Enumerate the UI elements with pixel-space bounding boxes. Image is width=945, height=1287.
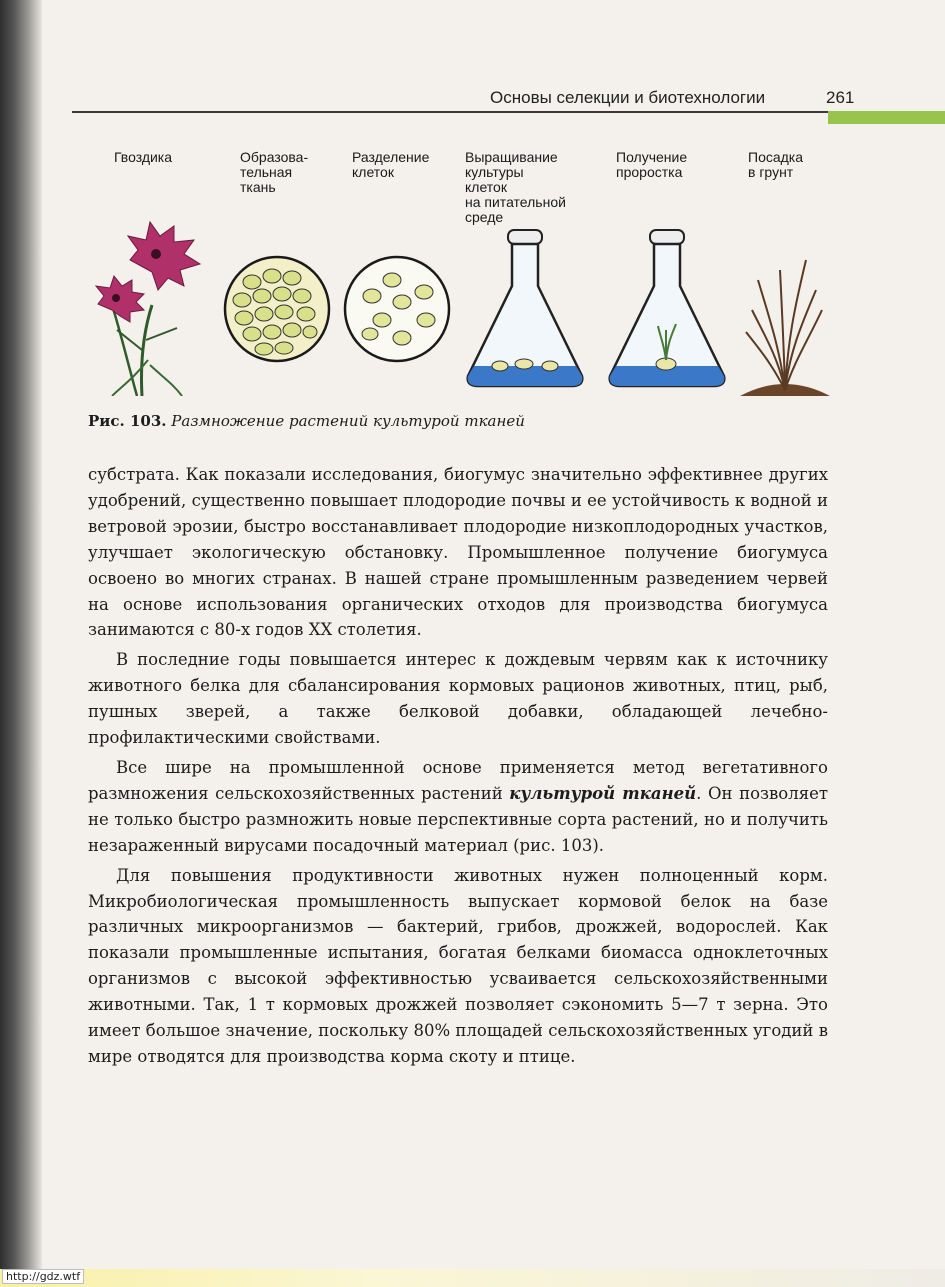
- page-number: 261: [826, 88, 855, 107]
- paragraph-1: субстрата. Как показали исследования, биогумус значительно эффективнее других удобрений, существенно повышает плодородие почвы и ее устойчивость к водной и ветровой эрозии, быстро восстанавливает плодородие низкоплодородных участков, улучшает экологическую обстановку. Промышленное получение биогумуса освоено во многих странах. В нашей стране промышленным разведением червей на основе использования органических отходов для производства биогумуса занимаются с 80-х годов XX столетия.: [88, 465, 828, 640]
- paragraph-2: В последние годы повышается интерес к дождевым червям как к источнику животного белка для сбалансирования кормовых рационов животных, птиц, рыб, пушных зверей, а также белковой добавки, обладающей лечебно-профилактическими свойствами.: [88, 650, 828, 748]
- header-rule: [72, 111, 828, 113]
- source-tag: http://gdz.wtf: [2, 1269, 84, 1284]
- label-tissue: Образова- тельная ткань: [240, 149, 309, 195]
- label-carnation: Гвоздика: [114, 149, 173, 165]
- label-sprout: Получение проростка: [616, 149, 688, 180]
- label-culture: Выращивание культуры клеток на питательной среде: [465, 149, 566, 225]
- term-tissue-culture: культурой тканей: [509, 783, 697, 803]
- caption-text: Размножение растений культурой тканей: [171, 412, 525, 430]
- bottom-strip: [0, 1269, 945, 1287]
- tissue-icon: [222, 254, 332, 364]
- page-edge-shadow: [0, 0, 42, 1287]
- figure-103: [72, 140, 832, 400]
- carnation-icon: [82, 210, 222, 396]
- paragraph-3-start: Все шире на промышленной основе применяется метод вегетативного размножения сельскохозяйственных растений: [88, 757, 828, 803]
- label-planting: Посадка в грунт: [748, 149, 804, 180]
- planted-seedling-icon: [740, 240, 830, 400]
- paragraph-3: [88, 755, 828, 859]
- culture-flask-icon: [460, 226, 590, 396]
- body-text: [88, 462, 828, 1074]
- label-cell-division: Разделение клеток: [352, 149, 430, 180]
- separated-cells-icon: [342, 254, 452, 364]
- green-accent-bar: [828, 111, 945, 124]
- sprout-flask-icon: [602, 226, 732, 396]
- figure-caption: [88, 412, 525, 430]
- running-head: Основы селекции и биотехнологии: [490, 88, 766, 107]
- caption-number: Рис. 103.: [88, 412, 167, 430]
- paragraph-4: Для повышения продуктивности животных нужен полноценный корм. Микробиологическая промышленность выпускает кормовой белок на базе различных микроорганизмов — бактерий, грибов, дрожжей, водорослей. Как показали промышленные испытания, богатая белками биомасса одноклеточных организмов с высокой эффективностью усваивается сельскохозяйственными животными. Так, 1 т кормовых дрожжей позволяет сэкономить 5—7 т зерна. Это имеет большое значение, поскольку 80% площадей сельскохозяйственных угодий в мире отводятся для производства корма скоту и птице.: [88, 865, 828, 1066]
- paragraph-3-end: . Он позволяет не только быстро размножить новые перспективные сорта растений, но и получить незараженный вирусами посадочный материал (рис. 103).: [88, 783, 829, 855]
